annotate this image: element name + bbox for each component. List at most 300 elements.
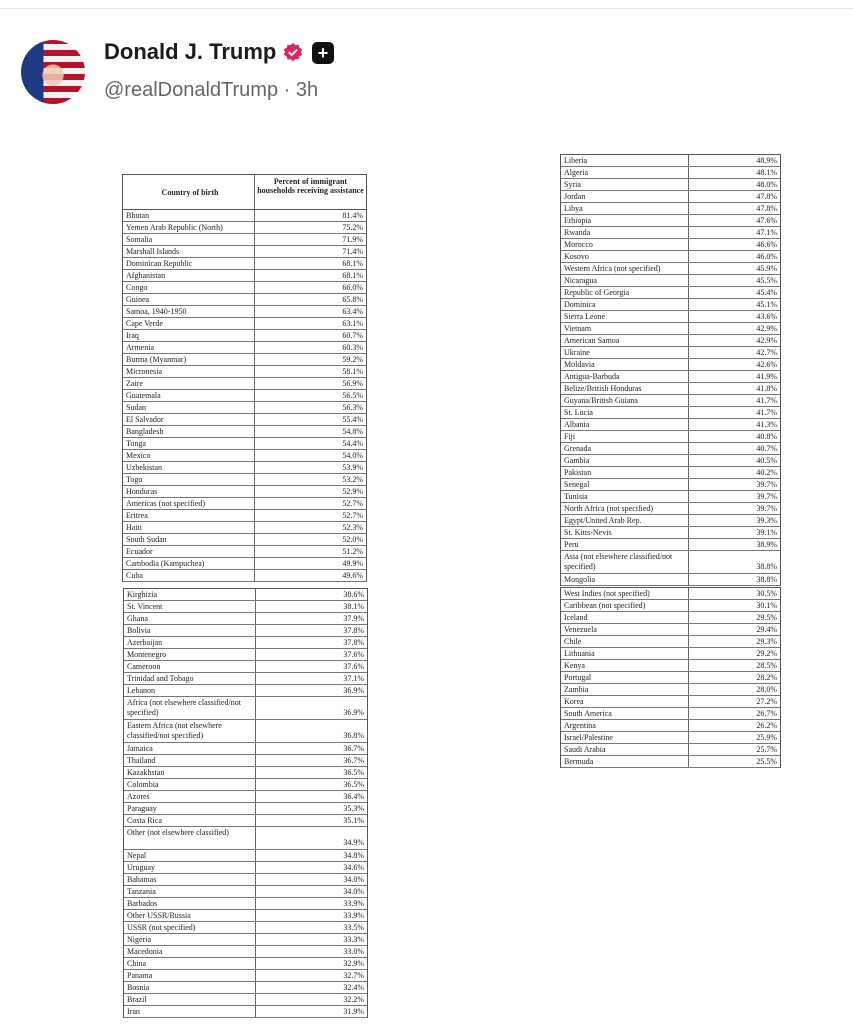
country-cell: Barbados — [124, 898, 256, 909]
table-row — [123, 546, 366, 558]
country-cell: Bosnia — [124, 982, 256, 993]
country-cell: West Indies (not specified) — [561, 588, 689, 599]
table-row — [561, 383, 780, 395]
table-row — [123, 426, 366, 438]
country-cell: Libya — [561, 203, 689, 214]
percent-cell: 34.9% — [343, 838, 364, 847]
table-row — [124, 958, 367, 970]
table-row — [124, 755, 367, 767]
percent-cell: 36.9% — [343, 686, 364, 695]
country-cell: Marshall Islands — [123, 246, 255, 257]
table-row — [561, 263, 780, 275]
country-cell: Americas (not specified) — [123, 498, 255, 509]
country-cell: South Sudan — [123, 534, 255, 545]
table-row — [124, 886, 367, 898]
table-row — [561, 407, 780, 419]
country-cell: Gambia — [561, 455, 689, 466]
percent-cell: 36.8% — [343, 731, 364, 740]
table-row — [561, 323, 780, 335]
table-row — [561, 227, 780, 239]
table-row — [561, 239, 780, 251]
percent-cell: 29.4% — [756, 625, 777, 634]
percent-cell: 36.7% — [343, 744, 364, 753]
top-divider — [0, 8, 853, 9]
country-cell: Jordan — [561, 191, 689, 202]
country-cell: Mongolia — [561, 574, 689, 585]
country-cell: Guatemala — [123, 390, 255, 401]
country-cell: Argentina — [561, 720, 689, 731]
percent-cell: 59.2% — [342, 355, 363, 364]
percent-cell: 33.9% — [343, 911, 364, 920]
percent-cell: 37.6% — [343, 662, 364, 671]
table-row — [561, 660, 780, 672]
percent-cell: 36.5% — [343, 780, 364, 789]
country-cell: Yemen Arab Republic (North) — [123, 222, 255, 233]
percent-cell: 41.3% — [756, 420, 777, 429]
country-cell: St. Vincent — [124, 601, 256, 612]
table-row — [124, 767, 367, 779]
country-cell: Ethiopia — [561, 215, 689, 226]
country-cell: Western Africa (not specified) — [561, 263, 689, 274]
percent-cell: 63.1% — [342, 319, 363, 328]
country-cell: Ecuador — [123, 546, 255, 557]
table-row — [561, 527, 780, 539]
country-cell: Venezuela — [561, 624, 689, 635]
country-cell: Lithuania — [561, 648, 689, 659]
percent-cell: 47.8% — [756, 192, 777, 201]
percent-cell: 52.7% — [342, 511, 363, 520]
table-row — [561, 515, 780, 527]
country-cell: Congo — [123, 282, 255, 293]
table-row — [561, 684, 780, 696]
percent-cell: 39.1% — [756, 528, 777, 537]
percent-cell: 41.8% — [756, 384, 777, 393]
table-row — [123, 438, 366, 450]
country-cell: Azerbaijan — [124, 637, 256, 648]
country-cell: Bermuda — [561, 756, 689, 767]
percent-cell: 42.7% — [756, 348, 777, 357]
country-cell: Panama — [124, 970, 256, 981]
country-cell: Liberia — [561, 155, 689, 166]
table-row — [123, 330, 366, 342]
country-cell: Kazakhstan — [124, 767, 256, 778]
post-time: · 3h — [283, 79, 319, 101]
table-row — [561, 672, 780, 684]
table-row — [561, 299, 780, 311]
table-row — [123, 270, 366, 282]
country-cell: Belize/British Honduras — [561, 383, 689, 394]
author-name[interactable]: Donald J. Trump — [104, 39, 277, 64]
table-row — [561, 347, 780, 359]
percent-cell: 36.7% — [343, 756, 364, 765]
percent-cell: 46.0% — [756, 252, 777, 261]
country-cell: Lebanon — [124, 685, 256, 696]
percent-cell: 51.2% — [342, 547, 363, 556]
percent-cell: 40.2% — [756, 468, 777, 477]
country-cell: Tonga — [123, 438, 255, 449]
country-cell: Kenya — [561, 660, 689, 671]
percent-cell: 47.8% — [756, 204, 777, 213]
country-cell: Trinidad and Tobago — [124, 673, 256, 684]
percent-cell: 45.4% — [756, 288, 777, 297]
country-cell: Senegal — [561, 479, 689, 490]
percent-cell: 40.5% — [756, 456, 777, 465]
country-cell: South America — [561, 708, 689, 719]
table-row — [123, 294, 366, 306]
percent-cell: 54.4% — [342, 439, 363, 448]
percent-cell: 41.7% — [756, 396, 777, 405]
country-cell: Iraq — [123, 330, 255, 341]
verified-badge-icon — [282, 42, 304, 64]
country-cell: Guyana/British Guiana — [561, 395, 689, 406]
country-cell: Macedonia — [124, 946, 256, 957]
percent-cell: 34.0% — [343, 887, 364, 896]
country-cell: Nicaragua — [561, 275, 689, 286]
country-cell: Chile — [561, 636, 689, 647]
country-cell: Micronesia — [123, 366, 255, 377]
percent-cell: 75.2% — [342, 223, 363, 232]
country-cell: Ukraine — [561, 347, 689, 358]
table-row — [561, 600, 780, 612]
table-row — [561, 612, 780, 624]
country-cell: Iceland — [561, 612, 689, 623]
country-cell: China — [124, 958, 256, 969]
table-row — [124, 850, 367, 862]
table-row — [124, 874, 367, 886]
percent-cell: 25.9% — [756, 733, 777, 742]
percent-cell: 31.9% — [343, 1007, 364, 1016]
percent-cell: 39.7% — [756, 504, 777, 513]
table-row — [123, 222, 366, 234]
country-cell: Peru — [561, 539, 689, 550]
percent-cell: 37.9% — [343, 614, 364, 623]
country-cell: Israel/Palestine — [561, 732, 689, 743]
country-cell: Colombia — [124, 779, 256, 790]
percent-cell: 25.5% — [756, 757, 777, 766]
country-cell: Bolivia — [124, 625, 256, 636]
table-row — [123, 534, 366, 546]
table-row — [561, 371, 780, 383]
percent-cell: 71.9% — [342, 235, 363, 244]
country-cell: Moldavia — [561, 359, 689, 370]
table-row — [123, 462, 366, 474]
table-row — [124, 862, 367, 874]
table-column-4 — [560, 587, 781, 768]
country-cell: Pakistan — [561, 467, 689, 478]
table-column-1 — [122, 174, 367, 582]
country-cell: Kirghizia — [124, 589, 256, 600]
country-cell: Uruguay — [124, 862, 256, 873]
table-row — [123, 210, 366, 222]
percent-cell: 28.0% — [756, 685, 777, 694]
country-cell: Uzbekistan — [123, 462, 255, 473]
country-cell: Morocco — [561, 239, 689, 250]
country-cell: Zaire — [123, 378, 255, 389]
percent-cell: 40.8% — [756, 432, 777, 441]
table-row — [124, 898, 367, 910]
table-row — [124, 625, 367, 637]
percent-cell: 52.0% — [342, 535, 363, 544]
country-cell: Antigua-Barbuda — [561, 371, 689, 382]
country-cell: Bangladesh — [123, 426, 255, 437]
percent-cell: 42.9% — [756, 336, 777, 345]
percent-cell: 36.4% — [343, 792, 364, 801]
country-cell: Sierra Leone — [561, 311, 689, 322]
table-row — [124, 720, 367, 743]
table-row — [124, 982, 367, 994]
percent-cell: 52.3% — [342, 523, 363, 532]
table-row — [124, 803, 367, 815]
country-cell: Guinea — [123, 294, 255, 305]
country-cell: Egypt/United Arab Rep. — [561, 515, 689, 526]
table-row — [123, 498, 366, 510]
table-row — [124, 649, 367, 661]
percent-cell: 45.5% — [756, 276, 777, 285]
percent-cell: 46.6% — [756, 240, 777, 249]
percent-cell: 53.2% — [342, 475, 363, 484]
country-cell: Vietnam — [561, 323, 689, 334]
country-cell: Brazil — [124, 994, 256, 1005]
country-cell: Sudan — [123, 402, 255, 413]
percent-cell: 32.4% — [343, 983, 364, 992]
country-cell: Africa (not elsewhere classified/not specified) — [124, 697, 256, 719]
percent-cell: 42.9% — [756, 324, 777, 333]
table-row — [124, 1006, 367, 1018]
country-cell: Tunisia — [561, 491, 689, 502]
table-row — [123, 510, 366, 522]
percent-cell: 34.0% — [343, 875, 364, 884]
country-cell: Ghana — [124, 613, 256, 624]
country-cell: Fiji — [561, 431, 689, 442]
table-row — [124, 637, 367, 649]
table-row — [123, 486, 366, 498]
table-row — [561, 287, 780, 299]
percent-cell: 32.7% — [343, 971, 364, 980]
table-row — [124, 743, 367, 755]
country-cell: USSR (not specified) — [124, 922, 256, 933]
percent-cell: 56.3% — [342, 403, 363, 412]
country-cell: Cape Verde — [123, 318, 255, 329]
table-row — [123, 558, 366, 570]
table-row — [124, 661, 367, 673]
percent-cell: 29.5% — [756, 613, 777, 622]
table-row — [561, 419, 780, 431]
percent-cell: 26.7% — [756, 709, 777, 718]
country-cell: Armenia — [123, 342, 255, 353]
table-row — [123, 402, 366, 414]
table-row — [561, 203, 780, 215]
header-country: Country of birth — [123, 175, 255, 209]
country-cell: Bahamas — [124, 874, 256, 885]
country-cell: Thailand — [124, 755, 256, 766]
table-row — [124, 946, 367, 958]
table-row — [124, 589, 367, 601]
country-cell: Cambodia (Kampuchea) — [123, 558, 255, 569]
table-row — [561, 696, 780, 708]
percent-cell: 45.9% — [756, 264, 777, 273]
table-row — [124, 791, 367, 803]
percent-cell: 35.3% — [343, 804, 364, 813]
table-row — [561, 648, 780, 660]
percent-cell: 54.8% — [342, 427, 363, 436]
plus-icon[interactable]: + — [312, 42, 334, 64]
percent-cell: 30.1% — [756, 601, 777, 610]
country-cell: Nepal — [124, 850, 256, 861]
country-cell: North Africa (not specified) — [561, 503, 689, 514]
table-row — [123, 414, 366, 426]
country-cell: Haiti — [123, 522, 255, 533]
percent-cell: 33.5% — [343, 923, 364, 932]
table-header — [123, 174, 366, 210]
percent-cell: 81.4% — [342, 211, 363, 220]
table-row — [124, 685, 367, 697]
percent-cell: 28.5% — [756, 661, 777, 670]
percent-cell: 33.9% — [343, 899, 364, 908]
table-row — [561, 574, 780, 586]
country-cell: St. Lucia — [561, 407, 689, 418]
table-row — [561, 503, 780, 515]
percent-cell: 38.1% — [343, 602, 364, 611]
table-row — [124, 601, 367, 613]
table-row — [124, 697, 367, 720]
percent-cell: 49.9% — [342, 559, 363, 568]
percent-cell: 34.8% — [343, 851, 364, 860]
table-row — [123, 342, 366, 354]
percent-cell: 66.0% — [342, 283, 363, 292]
percent-cell: 63.4% — [342, 307, 363, 316]
table-row — [123, 306, 366, 318]
percent-cell: 33.3% — [343, 935, 364, 944]
country-cell: Zambia — [561, 684, 689, 695]
country-cell: Caribbean (not specified) — [561, 600, 689, 611]
country-cell: Somalia — [123, 234, 255, 245]
country-cell: Other USSR/Russia — [124, 910, 256, 921]
country-cell: Eastern Africa (not elsewhere classified/not specified) — [124, 720, 256, 742]
author-handle — [104, 79, 318, 102]
table-column-3 — [123, 588, 368, 1018]
table-row — [561, 311, 780, 323]
table-row — [123, 246, 366, 258]
table-row — [124, 994, 367, 1006]
country-cell: Paraguay — [124, 803, 256, 814]
table-row — [123, 378, 366, 390]
percent-cell: 32.2% — [343, 995, 364, 1004]
percent-cell: 60.7% — [342, 331, 363, 340]
percent-cell: 37.1% — [343, 674, 364, 683]
country-cell: American Samoa — [561, 335, 689, 346]
percent-cell: 53.9% — [342, 463, 363, 472]
percent-cell: 45.1% — [756, 300, 777, 309]
percent-cell: 48.1% — [756, 168, 777, 177]
table-row — [123, 390, 366, 402]
percent-cell: 33.0% — [343, 947, 364, 956]
country-cell: Kosovo — [561, 251, 689, 262]
table-row — [124, 613, 367, 625]
table-row — [561, 467, 780, 479]
country-cell: Albania — [561, 419, 689, 430]
country-cell: Syria — [561, 179, 689, 190]
country-cell: Grenada — [561, 443, 689, 454]
country-cell: Iran — [124, 1006, 256, 1017]
percent-cell: 43.6% — [756, 312, 777, 321]
percent-cell: 39.3% — [756, 516, 777, 525]
table-row — [561, 167, 780, 179]
country-cell: Bhutan — [123, 210, 255, 221]
country-cell: Honduras — [123, 486, 255, 497]
country-cell: Cameroon — [124, 661, 256, 672]
country-cell: Dominican Republic — [123, 258, 255, 269]
percent-cell: 30.5% — [756, 589, 777, 598]
table-row — [124, 922, 367, 934]
country-cell: Dominica — [561, 299, 689, 310]
table-row — [561, 732, 780, 744]
percent-cell: 39.7% — [756, 492, 777, 501]
percent-cell: 38.8% — [756, 575, 777, 584]
table-row — [561, 708, 780, 720]
table-row — [561, 756, 780, 768]
handle-text[interactable]: @realDonaldTrump — [104, 79, 279, 101]
table-row — [124, 827, 367, 850]
percent-cell: 34.6% — [343, 863, 364, 872]
percent-cell: 28.2% — [756, 673, 777, 682]
table-row — [561, 624, 780, 636]
table-row — [561, 551, 780, 574]
table-row — [123, 450, 366, 462]
country-cell: Rwanda — [561, 227, 689, 238]
country-cell: Algeria — [561, 167, 689, 178]
percent-cell: 27.2% — [756, 697, 777, 706]
table-row — [561, 275, 780, 287]
percent-cell: 49.6% — [342, 571, 363, 580]
percent-cell: 48.9% — [756, 156, 777, 165]
table-row — [561, 479, 780, 491]
table-row — [561, 179, 780, 191]
profile-avatar[interactable] — [21, 40, 85, 104]
percent-cell: 47.6% — [756, 216, 777, 225]
country-cell: Portugal — [561, 672, 689, 683]
country-cell: El Salvador — [123, 414, 255, 425]
percent-cell: 32.9% — [343, 959, 364, 968]
percent-cell: 26.2% — [756, 721, 777, 730]
percent-cell: 41.7% — [756, 408, 777, 417]
table-row — [123, 234, 366, 246]
country-cell: Korea — [561, 696, 689, 707]
percent-cell: 56.9% — [342, 379, 363, 388]
country-cell: Asia (not elsewhere classified/not specified) — [561, 551, 689, 573]
percent-cell: 60.3% — [342, 343, 363, 352]
table-row — [561, 191, 780, 203]
country-cell: St. Kitts-Nevis — [561, 527, 689, 538]
country-cell: Mexico — [123, 450, 255, 461]
country-cell: Afghanistan — [123, 270, 255, 281]
percent-cell: 36.9% — [343, 708, 364, 717]
percent-cell: 71.4% — [342, 247, 363, 256]
table-row — [123, 354, 366, 366]
table-row — [561, 359, 780, 371]
table-row — [561, 251, 780, 263]
percent-cell: 37.8% — [343, 626, 364, 635]
country-cell: Saudi Arabia — [561, 744, 689, 755]
table-row — [124, 934, 367, 946]
table-row — [561, 588, 780, 600]
percent-cell: 29.3% — [756, 637, 777, 646]
percent-cell: 35.1% — [343, 816, 364, 825]
country-cell: Samoa, 1940-1950 — [123, 306, 255, 317]
percent-cell: 48.0% — [756, 180, 777, 189]
table-row — [561, 744, 780, 756]
country-cell: Nigeria — [124, 934, 256, 945]
percent-cell: 55.4% — [342, 415, 363, 424]
